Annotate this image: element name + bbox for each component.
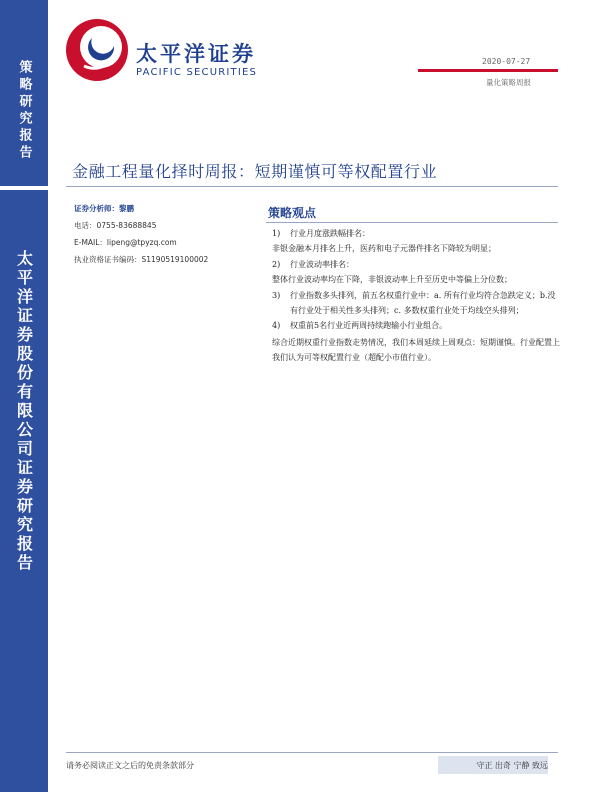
analyst-name: 黎鹏 (119, 204, 134, 213)
strategy-points (272, 226, 560, 366)
strategy-point-3 (272, 288, 560, 319)
point-title: 行业指数多头排列，前五名权重行业中：a. 所有行业均符合急跌定义；b.没有行业处于相关性多头排列；c. 多数权重行业处于均线空头排列； (290, 290, 556, 316)
strategy-heading-divider (266, 222, 558, 223)
header-divider (418, 69, 558, 72)
point-title: 行业波动率排名： (290, 259, 354, 269)
sidebar-label-report-type: 策略研究报告 (16, 60, 32, 162)
title-divider (66, 186, 558, 187)
footer-divider (66, 752, 558, 753)
strategy-point-1 (272, 226, 560, 257)
point-number: 1) (272, 229, 281, 238)
point-body: 整体行业波动率均在下降，非银波动率上升至历史中等偏上分位数； (272, 275, 512, 285)
strategy-heading: 策略观点 (268, 206, 317, 220)
analyst-name-row (74, 200, 208, 217)
analyst-role: 证券分析师： (74, 204, 119, 213)
point-number: 3) (272, 290, 281, 300)
pacific-securities-logo-icon (62, 14, 132, 84)
strategy-summary: 综合近期权重行业指数走势情况，我们本周延续上周观点：短期谨慎。行业配置上我们认为可等权配置行业（超配小市值行业）。 (272, 337, 560, 363)
report-date: 2020-07-27 (482, 57, 531, 66)
point-title: 行业月度涨跌幅排名： (290, 229, 370, 238)
footer-disclaimer[interactable]: 请务必阅读正文之后的免责条款部分 (66, 761, 194, 770)
sidebar-label-company: 太平洋证券股份有限公司证券研究报告 (14, 250, 34, 573)
strategy-point-2 (272, 257, 560, 288)
footer-motto: 守正 出奇 宁静 致远 (476, 761, 548, 770)
analyst-license: 执业资格证书编码：S1190519100002 (74, 255, 209, 264)
point-number: 4) (272, 321, 281, 331)
analyst-email[interactable]: E-MAIL：lipeng@tpyzq.com (74, 238, 177, 247)
analyst-phone: 电话：0755-83688845 (74, 221, 157, 230)
point-body: 非银金融本月排名上升，医药和电子元器件排名下降较为明显； (272, 244, 496, 254)
report-type: 量化策略周报 (486, 78, 531, 87)
strategy-point-4 (272, 318, 560, 333)
page-title: 金融工程量化择时周报：短期谨慎可等权配置行业 (72, 162, 438, 181)
point-title: 权重前5名行业近两周持续跑输小行业组合。 (290, 321, 448, 331)
analyst-info (74, 200, 208, 268)
point-number: 2) (272, 259, 281, 269)
brand-name-cn: 太平洋证券 (136, 42, 256, 66)
brand-name-en: PACIFIC SECURITIES (136, 67, 258, 78)
